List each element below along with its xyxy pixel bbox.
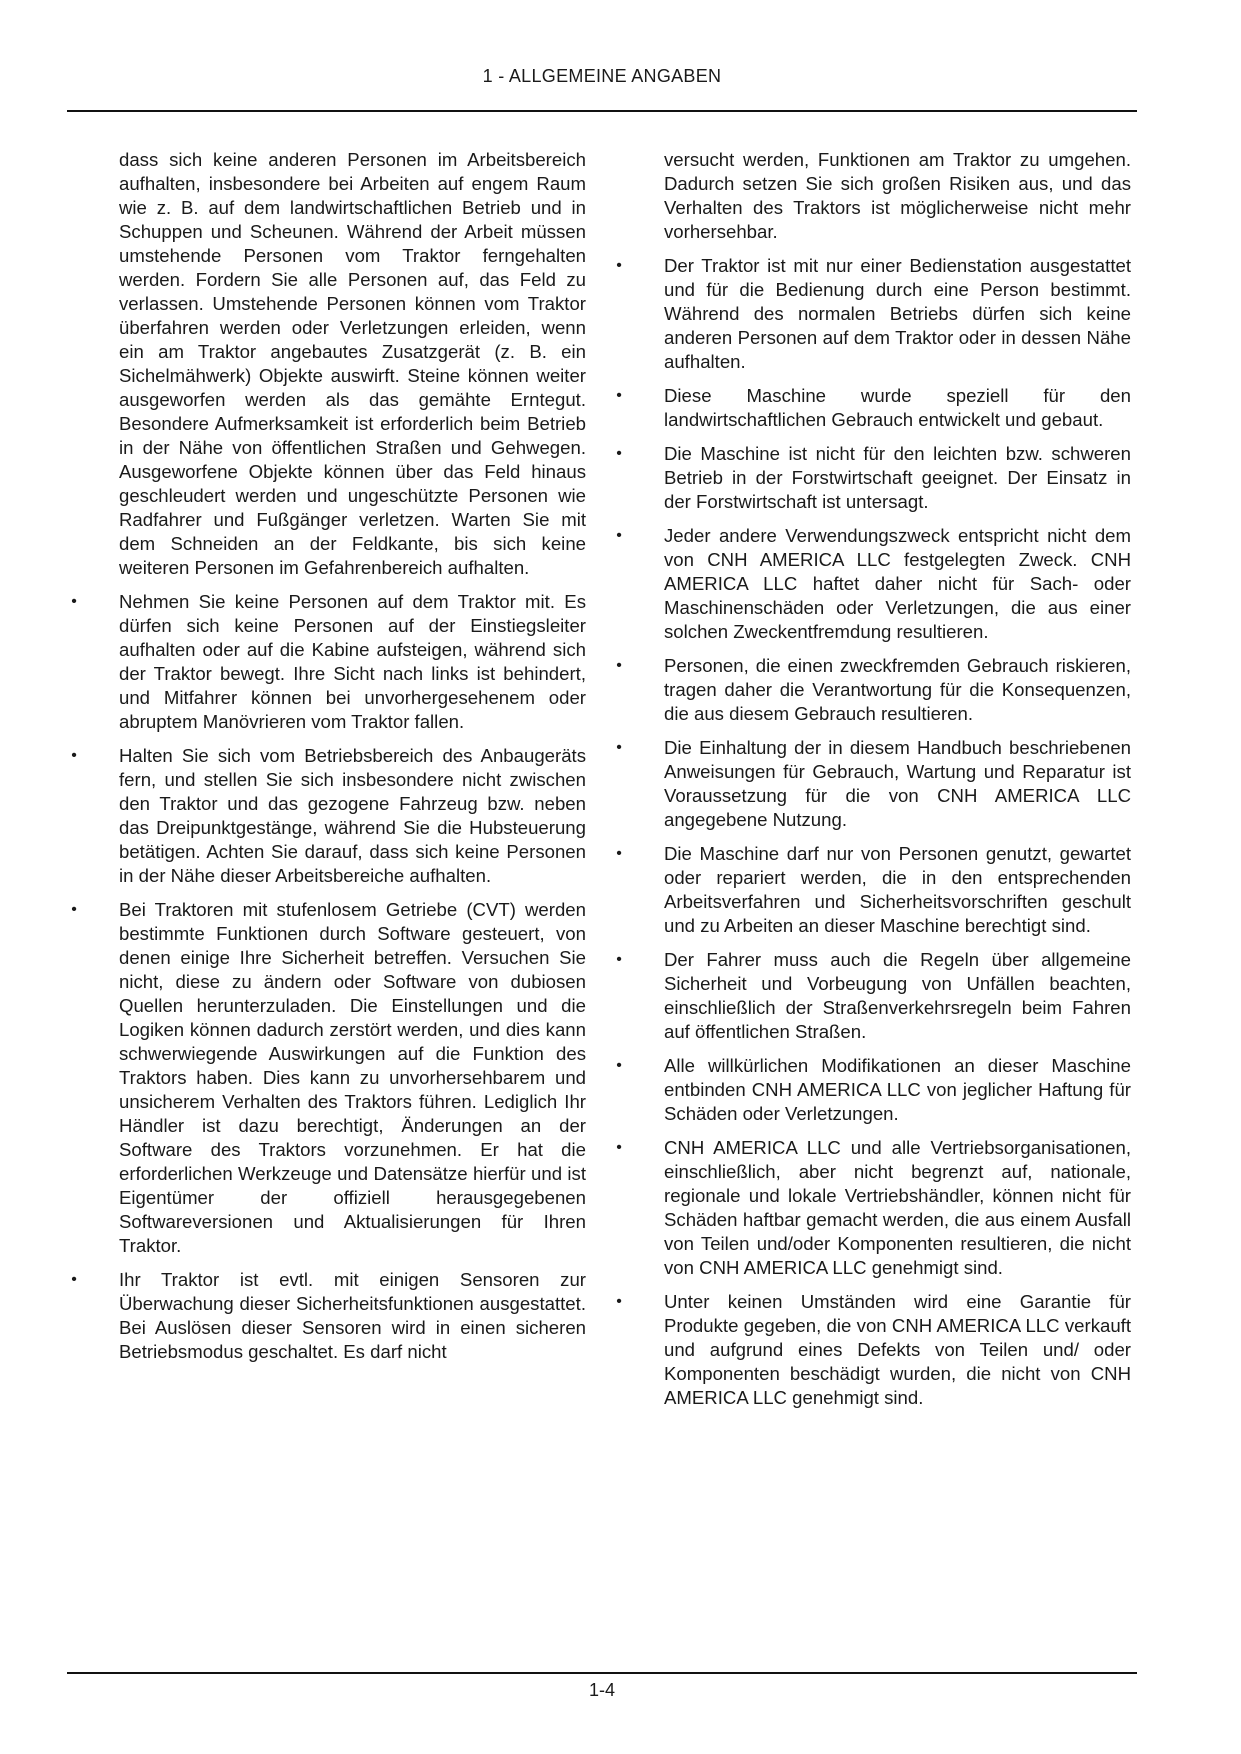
page-number: 1-4	[588, 1680, 615, 1700]
list-item	[616, 254, 1131, 374]
bullet-list	[71, 590, 586, 1364]
bullet-icon: •	[616, 257, 622, 274]
list-item	[616, 442, 1131, 514]
list-item-text: Nehmen Sie keine Personen auf dem Traktor mit. Es dürfen sich keine Personen auf der Einstiegsleiter aufhalten oder auf die Kabine aufsteigen, während sich der Traktor bewegt. Ihre Sicht nach links ist behindert, und Mitfahrer können bei unvorhergesehenem oder abruptem Manövrieren vom Traktor fallen.	[119, 591, 586, 732]
footer-divider	[67, 1672, 1137, 1674]
bullet-icon: •	[71, 593, 77, 610]
list-item-text: Unter keinen Umständen wird eine Garantie für Produkte gegeben, die von CNH AMERICA LLC verkauft und aufgrund eines Defekts von Teilen und/ oder Komponenten beschädigt wurden, die nicht von CNH AMERICA LLC genehmigt sind.	[664, 1291, 1131, 1408]
bullet-icon: •	[616, 739, 622, 756]
list-item	[616, 1290, 1131, 1410]
bullet-icon: •	[616, 1293, 622, 1310]
list-item-text: Jeder andere Verwendungszweck entspricht nicht dem von CNH AMERICA LLC festgelegten Zweck. CNH AMERICA LLC haftet daher nicht für Sach- oder Maschinenschäden oder Verletzungen, die aus einer solchen Zweckentfremdung resultieren.	[664, 525, 1131, 642]
list-item	[616, 1054, 1131, 1126]
list-item	[616, 736, 1131, 832]
list-item-text: Der Traktor ist mit nur einer Bedienstation ausgestattet und für die Bedienung durch eine Person bestimmt. Während des normalen Betriebs dürfen sich keine anderen Personen auf dem Traktor oder in dessen Nähe aufhalten.	[664, 255, 1131, 372]
list-item-text: Diese Maschine wurde speziell für den landwirtschaftlichen Gebrauch entwickelt und gebaut.	[664, 385, 1131, 430]
bullet-list	[616, 254, 1131, 1410]
list-item	[616, 524, 1131, 644]
bullet-icon: •	[71, 901, 77, 918]
list-item-text: Die Einhaltung der in diesem Handbuch beschriebenen Anweisungen für Gebrauch, Wartung und Reparatur ist Voraussetzung für die von CNH AMERICA LLC angegebene Nutzung.	[664, 737, 1131, 830]
bullet-icon: •	[71, 1271, 77, 1288]
left-column	[71, 148, 586, 1374]
continued-paragraph: dass sich keine anderen Personen im Arbeitsbereich aufhalten, insbesondere bei Arbeiten auf engem Raum wie z. B. auf dem landwirtschaftlichen Betrieb und in Schuppen und Scheunen. Während der Arbeit müssen umstehende Personen vom Traktor ferngehalten werden. Fordern Sie alle Personen auf, das Feld zu verlassen. Umstehende Personen können vom Traktor überfahren werden oder Verletzungen erleiden, wenn ein am Traktor angebautes Zusatzgerät (z. B. ein Sichelmähwerk) Objekte auswirft. Steine können weiter ausgeworfen werden als das gemähte Erntegut. Besondere Aufmerksamkeit ist erforderlich beim Betrieb in der Nähe von öffentlichen Straßen und Gehwegen. Ausgeworfene Objekte können über das Feld hinaus geschleudert werden und ungeschützte Personen wie Radfahrer und Fußgänger verletzen. Warten Sie mit dem Schneiden an der Feldkante, bis sich keine weiteren Personen im Gefahrenbereich aufhalten.	[119, 149, 586, 578]
list-item	[616, 1136, 1131, 1280]
bullet-icon: •	[71, 747, 77, 764]
list-item	[616, 654, 1131, 726]
list-item	[616, 948, 1131, 1044]
list-item-text: Alle willkürlichen Modifikationen an dieser Maschine entbinden CNH AMERICA LLC von jeglicher Haftung für Schäden oder Verletzungen.	[664, 1055, 1131, 1124]
bullet-icon: •	[616, 445, 622, 462]
bullet-icon: •	[616, 1057, 622, 1074]
header-divider	[67, 110, 1137, 112]
list-item-text: Personen, die einen zweckfremden Gebrauch riskieren, tragen daher die Verantwortung für die Konsequenzen, die aus diesem Gebrauch resultieren.	[664, 655, 1131, 724]
bullet-icon: •	[616, 657, 622, 674]
list-item-text: Ihr Traktor ist evtl. mit einigen Sensoren zur Überwachung dieser Sicherheitsfunktionen ausgestattet. Bei Auslösen dieser Sensoren wird in einen sicheren Betriebsmodus geschaltet. Es darf nicht	[119, 1269, 586, 1362]
bullet-icon: •	[616, 527, 622, 544]
list-item-text: Die Maschine ist nicht für den leichten bzw. schweren Betrieb in der Forstwirtschaft geeignet. Der Einsatz in der Forstwirtschaft ist untersagt.	[664, 443, 1131, 512]
list-item	[71, 898, 586, 1258]
list-item	[616, 384, 1131, 432]
bullet-icon: •	[616, 845, 622, 862]
list-item-text: Der Fahrer muss auch die Regeln über allgemeine Sicherheit und Vorbeugung von Unfällen beachten, einschließlich der Straßenverkehrsregeln beim Fahren auf öffentlichen Straßen.	[664, 949, 1131, 1042]
list-item-text: CNH AMERICA LLC und alle Vertriebsorganisationen, einschließlich, aber nicht begrenzt auf, nationale, regionale und lokale Vertriebshändler, können nicht für Schäden haftbar gemacht werden, die aus einem Ausfall von Teilen und/oder Komponenten resultieren, die nicht von CNH AMERICA LLC genehmigt sind.	[664, 1137, 1131, 1278]
right-column	[616, 148, 1131, 1420]
list-item-text: Bei Traktoren mit stufenlosem Getriebe (CVT) werden bestimmte Funktionen durch Software gesteuert, von denen einige Ihre Sicherheit betreffen. Versuchen Sie nicht, diese zu ändern oder Software von dubiosen Quellen herunterzuladen. Die Einstellungen und die Logiken können dadurch zerstört werden, und dies kann schwerwiegende Auswirkungen auf die Funktion des Traktors haben. Dies kann zu unvorhersehbarem und unsicherem Verhalten des Traktors führen. Lediglich Ihr Händler ist dazu berechtigt, Änderungen an der Software des Traktors vorzunehmen. Er hat die erforderlichen Werkzeuge und Datensätze hierfür und ist Eigentümer der offiziell herausgegebenen Softwareversionen und Aktualisierungen für Ihren Traktor.	[119, 899, 586, 1256]
bullet-icon: •	[616, 387, 622, 404]
list-item	[71, 1268, 586, 1364]
list-item	[71, 744, 586, 888]
list-item-text: Halten Sie sich vom Betriebsbereich des Anbaugeräts fern, und stellen Sie sich insbesondere nicht zwischen den Traktor und das gezogene Fahrzeug bzw. neben das Dreipunktgestänge, während Sie die Hubsteuerung betätigen. Achten Sie darauf, dass sich keine Personen in der Nähe dieser Arbeitsbereiche aufhalten.	[119, 745, 586, 886]
list-item-text: Die Maschine darf nur von Personen genutzt, gewartet oder repariert werden, die in den entsprechenden Arbeitsverfahren und Sicherheitsvorschriften geschult und zu Arbeiten an dieser Maschine berechtigt sind.	[664, 843, 1131, 936]
page-header-title: 1 - ALLGEMEINE ANGABEN	[482, 66, 722, 86]
continued-paragraph: versucht werden, Funktionen am Traktor zu umgehen. Dadurch setzen Sie sich großen Risiken aus, und das Verhalten des Traktors ist möglicherweise nicht mehr vorhersehbar.	[664, 149, 1131, 242]
bullet-icon: •	[616, 1139, 622, 1156]
list-item	[71, 590, 586, 734]
bullet-icon: •	[616, 951, 622, 968]
list-item	[616, 842, 1131, 938]
